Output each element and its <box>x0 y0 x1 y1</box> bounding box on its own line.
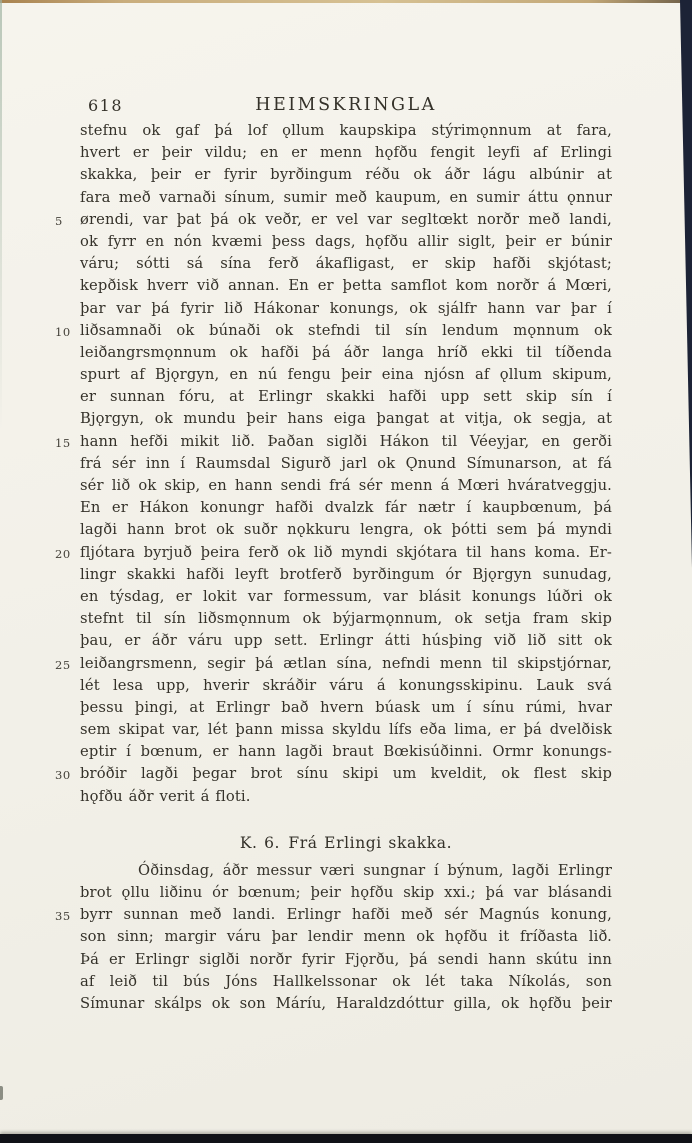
text-line-content: byrr sunnan með landi. Erlingr hafði með sér Magnús konung, <box>80 906 612 924</box>
text-line-content: hǫfðu áðr verit á floti. <box>80 787 251 805</box>
text-line-content: Þá er Erlingr siglði norðr fyrir Fjǫrðu, þá sendi hann skútu inn <box>80 950 612 968</box>
text-line <box>80 164 612 186</box>
text-line-content: af leið til bús Jóns Hallkelssonar ok lét taka Níkolás, son <box>80 972 612 990</box>
text-line-content: fljótara byrjuð þeira ferð ok lið myndi skjótara til hans koma. Er- <box>80 543 612 561</box>
scan-edge-bottom <box>0 1134 692 1143</box>
text-line-content: sem skipat var, lét þann missa skyldu lífs eða lima, er þá dvelðisk <box>80 721 612 739</box>
text-line-content: eptir í bœnum, er hann lagði braut Bœkisúðinni. Ormr konungs- <box>80 743 612 761</box>
text-line <box>55 542 612 564</box>
text-line <box>80 971 612 993</box>
text-line <box>80 608 612 630</box>
text-line <box>80 342 612 364</box>
text-line-content: bróðir lagði þegar brot sínu skipi um kveldit, ok flest skip <box>80 765 612 783</box>
text-line-content: lagði hann brot ok suðr nǫkkuru lengra, ok þótti sem þá myndi <box>80 521 612 539</box>
text-line-content: stefnt til sín liðsmǫnnum ok býjarmǫnnum, ok setja fram skip <box>80 610 612 628</box>
running-head <box>80 95 612 117</box>
scan-edge-right <box>680 0 692 568</box>
text-line <box>55 431 612 453</box>
text-line <box>80 142 612 164</box>
text-line <box>80 630 612 652</box>
margin-line-number: 25 <box>55 657 71 672</box>
text-line-content: en týsdag, er lokit var formessum, var blásit konungs lúðri ok <box>80 587 612 605</box>
text-line-content: þar var þá fyrir lið Hákonar konungs, ok sjálfr hann var þar í <box>80 299 612 317</box>
text-line-content: skakka, þeir er fyrir byrðingum réðu ok áðr lágu albúnir at <box>80 166 612 184</box>
text-line <box>55 904 612 926</box>
text-line-content: brot ǫllu liðinu ór bœnum; þeir hǫfðu skip xxi.; þá var blásandi <box>80 884 612 901</box>
text-line-content: þessu þingi, at Erlingr bað hvern búask um í sínu rúmi, hvar <box>80 698 612 716</box>
text-line <box>55 320 612 342</box>
text-line <box>80 719 612 741</box>
text-line <box>80 187 612 209</box>
text-line-content: spurt af Bjǫrgyn, en nú fengu þeir eina njósn af ǫllum skipum, <box>80 366 612 384</box>
text-line-content: En er Hákon konungr hafði dvalzk fár nætr í kaupbœnum, þá <box>80 499 612 517</box>
text-line-content: kepðisk hverr við annan. En er þetta samflot kom norðr á Mœri, <box>80 277 612 295</box>
margin-line-number: 20 <box>55 546 71 561</box>
text-line <box>80 741 612 763</box>
text-line-content: Bjǫrgyn, ok mundu þeir hans eiga þangat at vitja, ok segja, at <box>80 410 612 428</box>
text-line-content: leiðangrsmǫnnum ok hafði þá áðr langa hríð ekki til tíðenda <box>80 343 612 361</box>
text-line <box>80 860 612 882</box>
text-line-content: sér lið ok skip, en hann sendi frá sér menn á Mœri hváratveggju. <box>80 477 612 494</box>
text-line-content: ørendi, var þat þá ok veðr, er vel var segltœkt norðr með landi, <box>80 210 612 228</box>
margin-line-number: 10 <box>55 324 71 339</box>
text-line-content: frá sér inn í Raumsdal Sigurð jarl ok Ǫnund Símunarson, at fá <box>80 454 612 472</box>
text-line <box>80 453 612 475</box>
text-line-content: er sunnan fóru, at Erlingr skakki hafði upp sett skip sín í <box>80 388 612 406</box>
scan-edge-mark <box>0 1086 3 1100</box>
text-line <box>80 586 612 608</box>
running-title: HEIMSKRINGLA <box>255 95 437 115</box>
paragraph-continued <box>55 120 612 808</box>
text-line <box>80 882 612 904</box>
text-line <box>80 497 612 519</box>
page-number: 618 <box>88 96 124 115</box>
text-line <box>80 564 612 586</box>
text-line <box>80 697 612 719</box>
text-line-content: hvert er þeir vildu; en er menn hǫfðu fengit leyfi af Erlingi <box>80 144 612 162</box>
text-line <box>80 786 612 808</box>
scan-edge-top <box>0 0 692 3</box>
text-line <box>80 993 612 1015</box>
text-line-content: stefnu ok gaf þá lof ǫllum kaupskipa stýrimǫnnum at fara, <box>80 122 612 139</box>
text-line <box>80 386 612 408</box>
text-line-content: hann hefði mikit lið. Þaðan siglði Hákon til Véeyjar, en gerði <box>80 432 612 450</box>
text-line-content: þau, er áðr váru upp sett. Erlingr átti húsþing við lið sitt ok <box>80 632 612 650</box>
text-line-content: lingr skakki hafði leyft brotferð byrðingum ór Bjǫrgyn sunudag, <box>80 565 612 583</box>
text-line <box>80 364 612 386</box>
text-line <box>80 949 612 971</box>
text-line <box>55 763 612 785</box>
text-line-content: leiðangrsmenn, segir þá ætlan sína, nefndi menn til skipstjórnar, <box>80 654 612 672</box>
text-line-content: son sinn; margir váru þar lendir menn ok hǫfðu it fríðasta lið. <box>80 928 612 946</box>
text-line <box>55 653 612 675</box>
text-line-content: liðsamnaði ok búnaði ok stefndi til sín lendum mǫnnum ok <box>80 321 612 339</box>
text-line-content: Símunar skálps ok son Máríu, Haraldzdóttur gilla, ok hǫfðu þeir <box>80 994 612 1012</box>
margin-line-number: 5 <box>55 213 63 228</box>
text-line <box>80 408 612 430</box>
text-line-content: Óðinsdag, áðr messur væri sungnar í býnum, lagði Erlingr <box>138 861 612 879</box>
margin-line-number: 30 <box>55 768 71 783</box>
text-line <box>55 209 612 231</box>
scan-edge-left <box>0 0 2 430</box>
text-line <box>80 231 612 253</box>
margin-line-number: 15 <box>55 435 71 450</box>
text-line-content: ok fyrr en nón kvæmi þess dags, hǫfðu allir siglt, þeir er búnir <box>80 232 612 250</box>
text-line <box>80 926 612 948</box>
chapter-heading: K. 6. Frá Erlingi skakka. <box>239 833 453 852</box>
margin-line-number: 35 <box>55 909 71 924</box>
text-line <box>80 675 612 697</box>
body-text <box>55 120 612 1015</box>
text-line-content: fara með varnaði sínum, sumir með kaupum, en sumir áttu ǫnnur <box>80 188 612 206</box>
text-line <box>80 519 612 541</box>
text-line <box>80 253 612 275</box>
text-line-content: lét lesa upp, hverir skráðir váru á konungsskipinu. Lauk svá <box>80 676 612 694</box>
text-line <box>80 120 612 142</box>
paragraph-chapter-6 <box>55 860 612 1015</box>
text-line <box>80 275 612 297</box>
text-line <box>80 298 612 320</box>
text-line <box>80 475 612 497</box>
text-line-content: váru; sótti sá sína ferð ákafligast, er skip hafði skjótast; <box>80 255 612 273</box>
